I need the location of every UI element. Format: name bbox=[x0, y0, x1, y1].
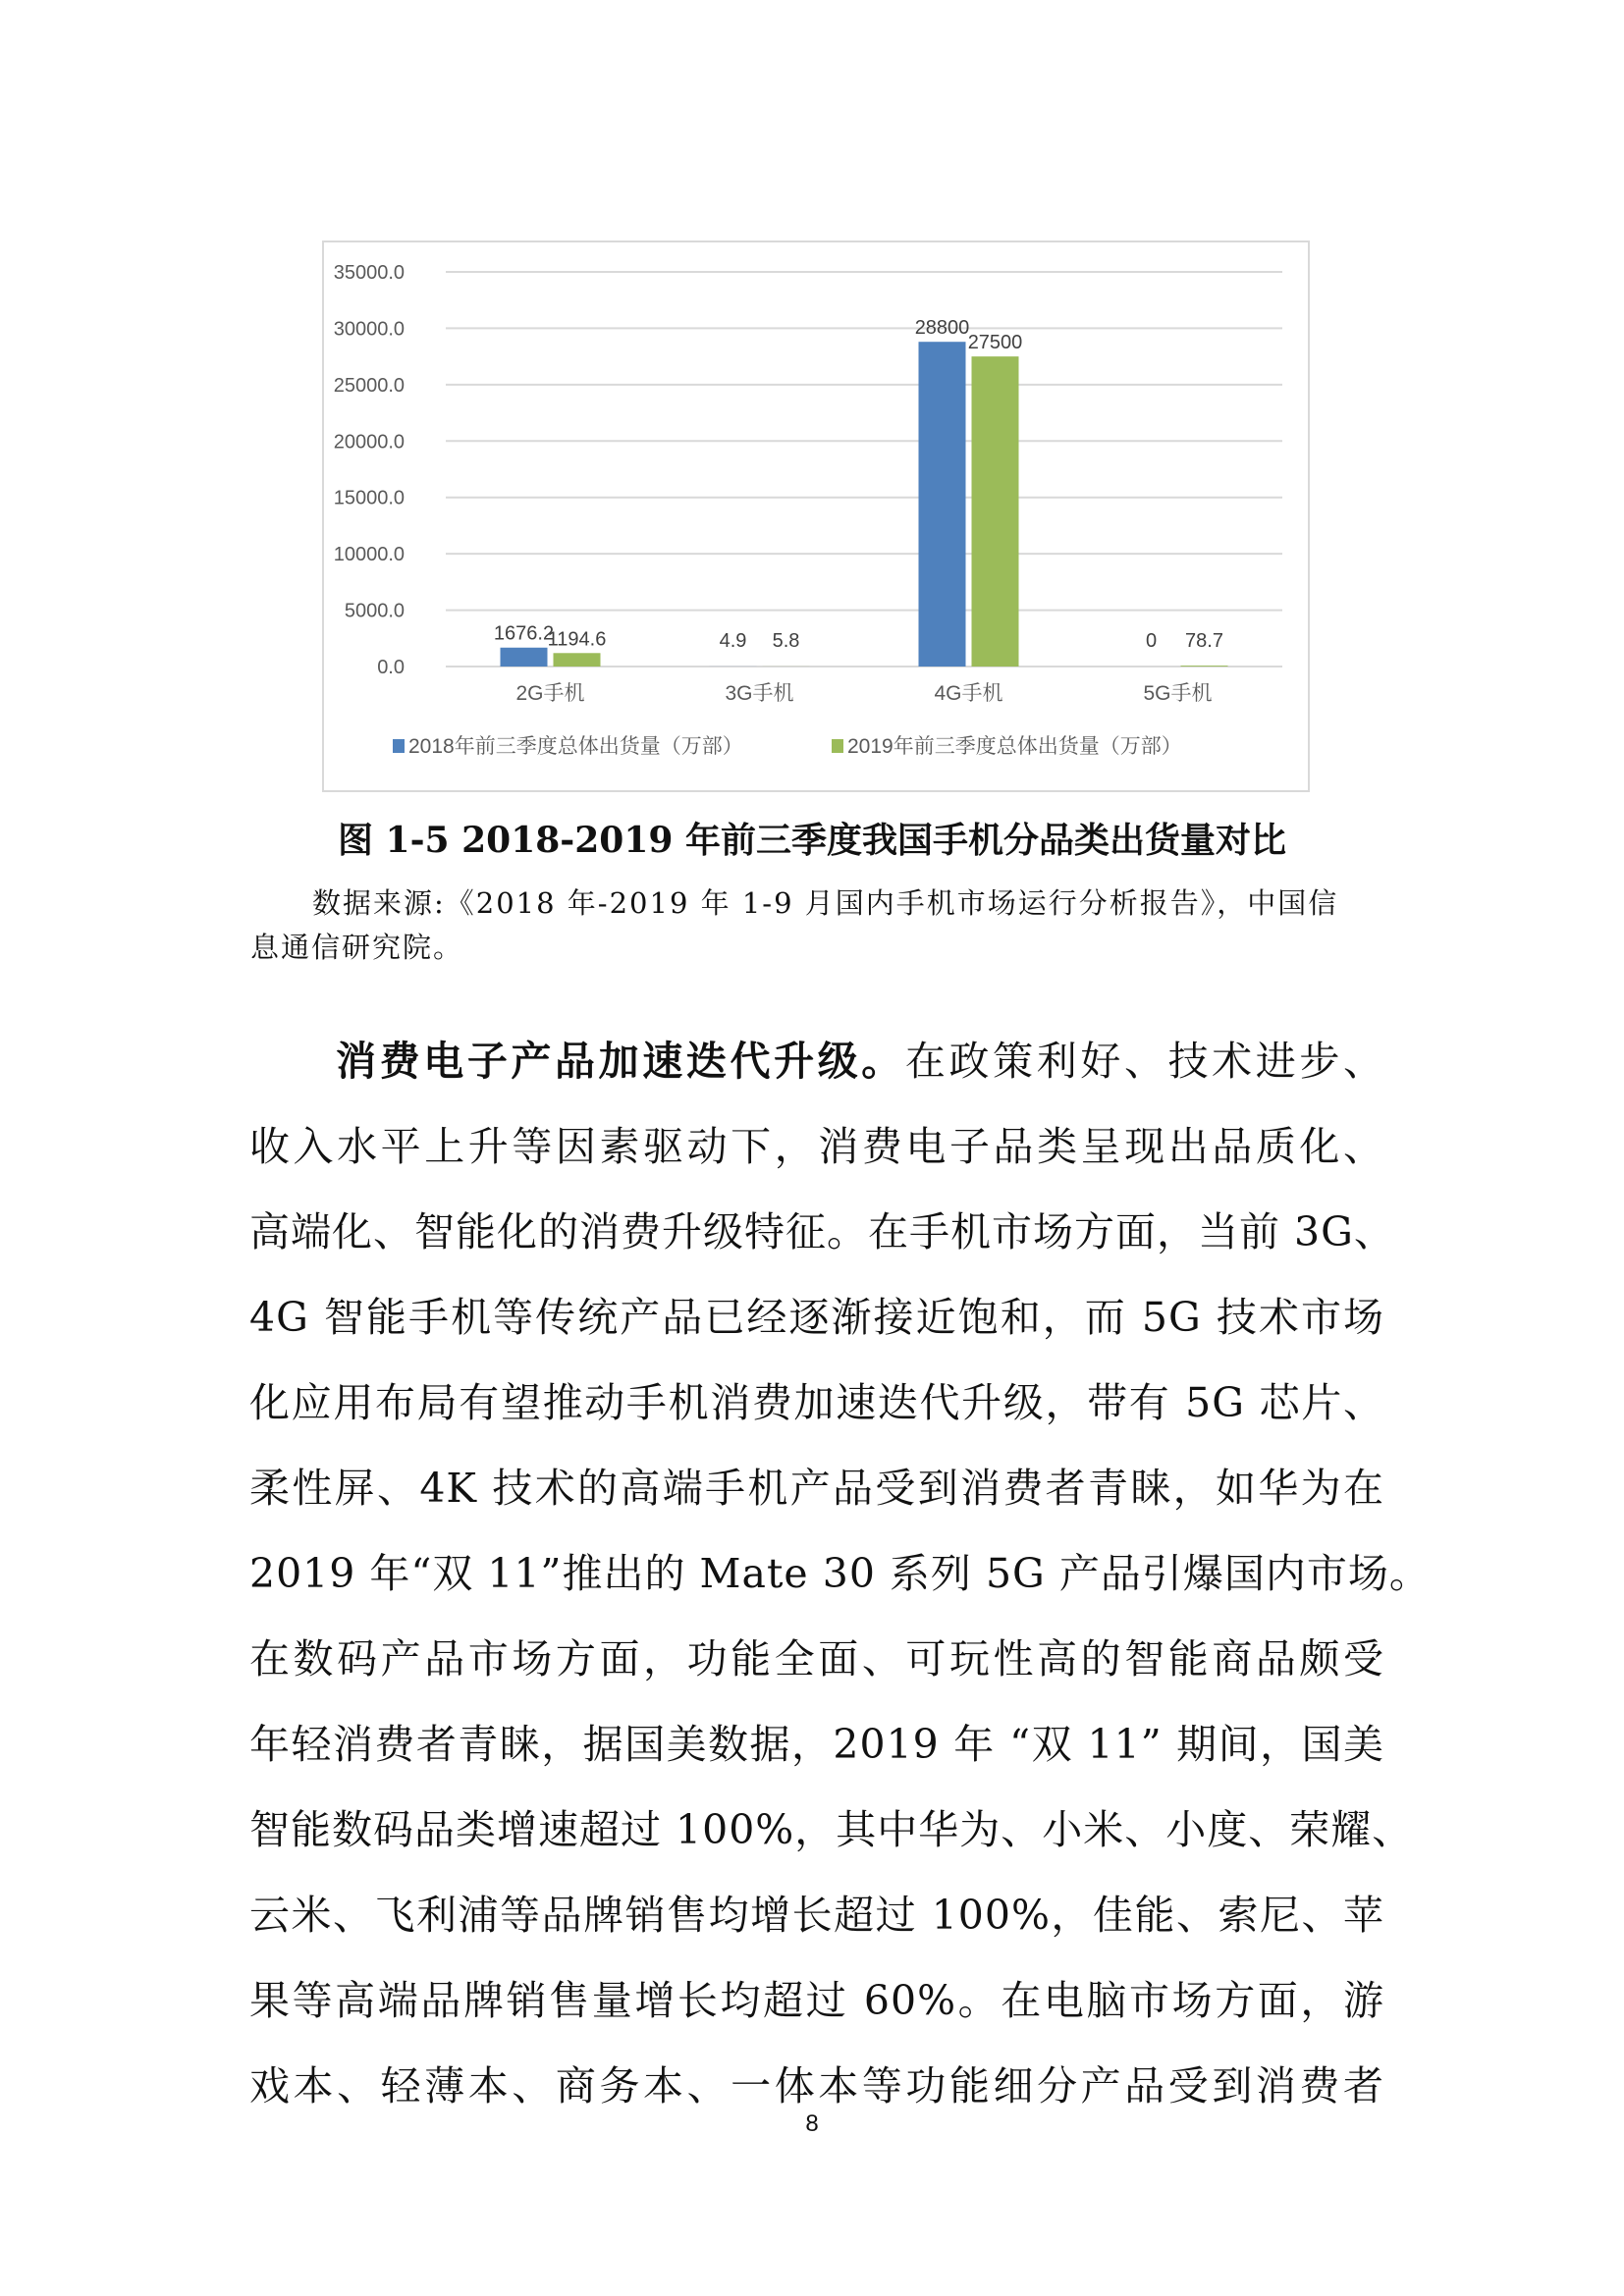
body-line: 智能数码品类增速超过 100%，其中华为、小米、小度、荣耀、 bbox=[249, 1806, 1414, 1853]
body-line bbox=[336, 1029, 1384, 1087]
data-label: 1194.6 bbox=[547, 628, 607, 651]
y-tick-label: 25000.0 bbox=[333, 374, 405, 397]
bar-2018 bbox=[501, 648, 548, 667]
x-tick-label: 3G手机 bbox=[725, 682, 794, 705]
legend-swatch bbox=[393, 739, 405, 753]
data-label: 78.7 bbox=[1185, 630, 1223, 652]
data-label: 4.9 bbox=[719, 630, 747, 652]
bar-2019 bbox=[972, 356, 1019, 667]
y-tick-label: 0.0 bbox=[377, 657, 405, 678]
body-line: 戏本、轻薄本、商务本、一体本等功能细分产品受到消费者 bbox=[249, 2062, 1384, 2109]
x-tick-label: 2G手机 bbox=[515, 682, 585, 705]
x-tick-label: 5G手机 bbox=[1143, 682, 1213, 705]
body-line: 2019 年“双 11”推出的 Mate 30 系列 5G 产品引爆国内市场。 bbox=[249, 1550, 1431, 1597]
body-line: 果等高端品牌销售量增长均超过 60%。在电脑市场方面，游 bbox=[249, 1977, 1384, 2024]
data-label: 28800 bbox=[914, 317, 970, 340]
bar-2019 bbox=[554, 653, 601, 667]
lead-heading: 消费电子产品加速迭代升级。 bbox=[336, 1038, 905, 1085]
y-tick-label: 15000.0 bbox=[333, 487, 405, 509]
body-line: 收入水平上升等因素驱动下，消费电子品类呈现出品质化、 bbox=[249, 1123, 1384, 1170]
y-tick-label: 35000.0 bbox=[333, 262, 405, 284]
legend-swatch bbox=[832, 739, 843, 753]
y-tick-label: 5000.0 bbox=[344, 600, 405, 622]
body-line: 化应用布局有望推动手机消费加速迭代升级，带有 5G 芯片、 bbox=[249, 1379, 1384, 1426]
source-line-1: 数据来源:《2018 年-2019 年 1-9 月国内手机市场运行分析报告》，中国信 bbox=[312, 886, 1339, 920]
body-line: 4G 智能手机等传统产品已经逐渐接近饱和，而 5G 技术市场 bbox=[249, 1294, 1384, 1341]
body-line: 在数码产品市场方面，功能全面、可玩性高的智能商品颇受 bbox=[249, 1635, 1384, 1682]
y-tick-label: 10000.0 bbox=[333, 544, 405, 566]
bar-chart bbox=[324, 242, 1312, 794]
data-label: 1676.2 bbox=[493, 622, 555, 645]
figure-caption: 图 1-5 2018-2019 年前三季度我国手机分品类出货量对比 bbox=[338, 820, 1286, 861]
legend-label: 2019年前三季度总体出货量（万部） bbox=[847, 735, 1182, 758]
data-label: 27500 bbox=[967, 332, 1023, 354]
data-label: 0 bbox=[1145, 630, 1158, 652]
bar-2019 bbox=[1181, 666, 1228, 667]
chart-container bbox=[322, 240, 1310, 792]
legend-label: 2018年前三季度总体出货量（万部） bbox=[408, 735, 743, 758]
data-label: 5.8 bbox=[772, 630, 800, 652]
body-line: 云米、飞利浦等品牌销售均增长超过 100%，佳能、索尼、苹 bbox=[249, 1892, 1384, 1939]
body-line: 柔性屏、4K 技术的高端手机产品受到消费者青睐，如华为在 bbox=[249, 1465, 1384, 1512]
body-line: 高端化、智能化的消费升级特征。在手机市场方面，当前 3G、 bbox=[249, 1208, 1395, 1255]
y-tick-label: 20000.0 bbox=[333, 431, 405, 454]
body-line: 年轻消费者青睐，据国美数据，2019 年 “双 11” 期间，国美 bbox=[249, 1721, 1384, 1768]
y-tick-label: 30000.0 bbox=[333, 318, 405, 341]
page-number: 8 bbox=[805, 2110, 819, 2137]
x-tick-label: 4G手机 bbox=[934, 682, 1003, 705]
lead-text: 在政策利好、技术进步、 bbox=[904, 1038, 1385, 1085]
source-line-2: 息通信研究院。 bbox=[250, 931, 464, 964]
bar-2018 bbox=[919, 342, 966, 667]
